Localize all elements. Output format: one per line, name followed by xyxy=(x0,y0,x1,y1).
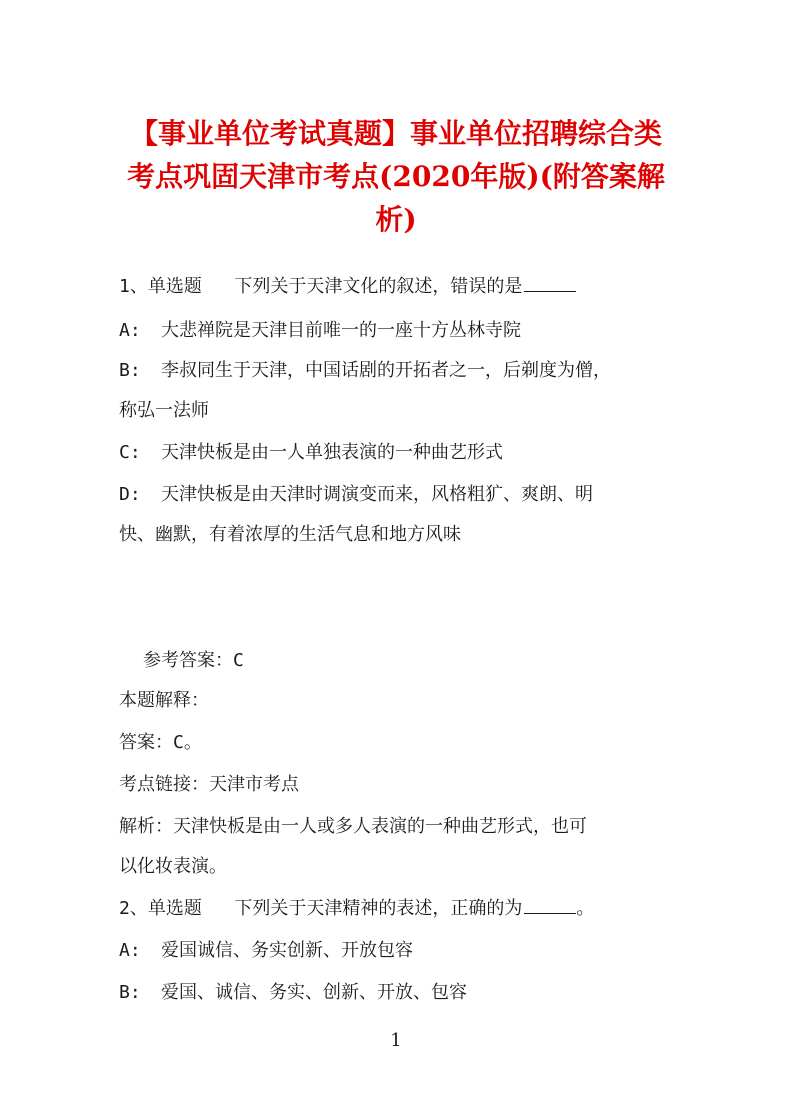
q1-option-b xyxy=(119,356,611,382)
q1-option-b-cont: 称弘一法师 xyxy=(119,400,209,421)
title-line-1: 【事业单位考试真题】事业单位招聘综合类 xyxy=(129,117,662,150)
q1-link: 考点链接：天津市考点 xyxy=(119,774,299,795)
option-key: B: xyxy=(119,982,141,1003)
q2-stem xyxy=(119,894,594,920)
page-number: 1 xyxy=(390,1030,402,1051)
q1-answer: 答案：C。 xyxy=(119,732,202,753)
q2-stem-text: 2、单选题 下列关于天津精神的表述，正确的为 xyxy=(119,898,523,919)
option-text: 天津快板是由一人单独表演的一种曲艺形式 xyxy=(161,442,503,463)
q2-stem-end: 。 xyxy=(576,898,595,919)
document-title xyxy=(110,112,682,241)
option-text: 爱国诚信、务实创新、开放包容 xyxy=(161,940,413,961)
option-key: A: xyxy=(119,940,141,961)
title-line-3: 析) xyxy=(375,203,417,236)
answer-blank xyxy=(524,899,576,914)
title-line-2: 考点巩固天津市考点(2020年版)(附答案解 xyxy=(127,160,665,193)
q1-option-d-cont: 快、幽默，有着浓厚的生活气息和地方风味 xyxy=(119,524,461,545)
q1-stem-text: 1、单选题 下列关于天津文化的叙述，错误的是 xyxy=(119,276,523,297)
q1-stem xyxy=(119,272,576,298)
answer-blank xyxy=(524,277,576,292)
q1-option-c xyxy=(119,438,503,464)
option-text: 天津快板是由天津时调演变而来，风格粗犷、爽朗、明 xyxy=(161,484,593,505)
q2-option-a xyxy=(119,936,413,962)
option-key: D: xyxy=(119,484,141,505)
option-text: 大悲禅院是天津目前唯一的一座十方丛林寺院 xyxy=(161,320,521,341)
q2-option-b xyxy=(119,978,467,1004)
option-key: B: xyxy=(119,360,141,381)
q1-analysis-line-1: 解析：天津快板是由一人或多人表演的一种曲艺形式，也可 xyxy=(119,816,587,837)
q1-option-d xyxy=(119,480,593,506)
option-key: A: xyxy=(119,320,141,341)
q1-analysis-line-2: 以化妆表演。 xyxy=(119,856,227,877)
option-text: 李叔同生于天津，中国话剧的开拓者之一，后剃度为僧， xyxy=(161,360,611,381)
q1-reference-answer: 参考答案：C xyxy=(143,650,244,671)
q1-option-a xyxy=(119,316,521,342)
option-text: 爱国、诚信、务实、创新、开放、包容 xyxy=(161,982,467,1003)
option-key: C: xyxy=(119,442,141,463)
q1-explain-header: 本题解释： xyxy=(119,690,209,711)
